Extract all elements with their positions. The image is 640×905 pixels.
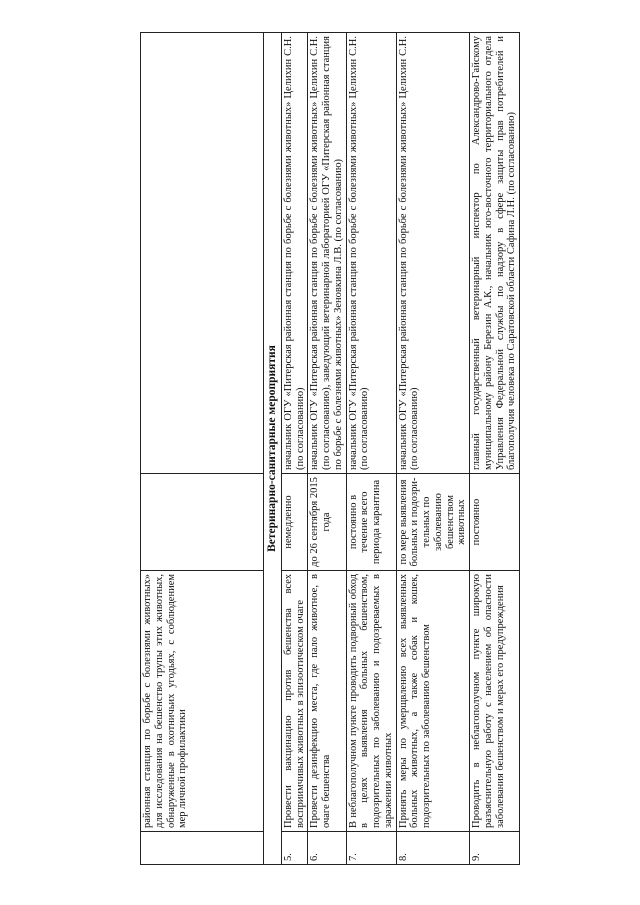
cell-responsible: главный государственный ветеринарный инспектор по Александрово-Гайскому муниципальному району Березин А.К., начальник юго-восточного территориального отдела Управления Федеральной службы по надзору в сфере защиты прав потребителей и благополучия человека по Саратовской области Сафина Л.Н. (по согласованию) xyxy=(470,33,520,474)
cell-action: Провести дезинфекцию места, где пало животное, в очаге бешенства xyxy=(308,571,346,832)
cell-term xyxy=(141,474,264,571)
cell-num: 5. xyxy=(281,832,308,865)
table-row-continued xyxy=(141,33,264,865)
cell-responsible: начальник ОГУ «Питерская районная станция по борьбе с болезнями животных» Целихин С.Н. (по согласованию), заведующий ветеринарной лабораторией ОГУ «Питерская районная станция по борьбе с болезнями животных» Зеновкина Л.В. (по согласованию) xyxy=(308,33,346,474)
cell-num: 7. xyxy=(346,832,396,865)
cell-action: районная станция по борьбе с болезнями животных» для исследования на бешенство трупы этих животных, обнаруженные в охотничьих угодьях, с соблюдением мер личной профилактики xyxy=(141,571,264,832)
table-row xyxy=(308,33,346,865)
cell-term: до 26 сентября 2015 года xyxy=(308,474,346,571)
table-row xyxy=(346,33,396,865)
cell-action: В неблагополучном пункте проводить подворный обход в целях выявления больных бешенством, подозрительных по заболеванию и подозреваемых в заражении животных xyxy=(346,571,396,832)
table-row xyxy=(281,33,308,865)
cell-term: немедленно xyxy=(281,474,308,571)
section-title: Ветеринарно-санитарные мероприятия xyxy=(264,33,282,865)
cell-num xyxy=(141,832,264,865)
cell-responsible: начальник ОГУ «Питерская районная станция по борьбе с болезнями животных» Целихин С.Н. (по согласованию) xyxy=(281,33,308,474)
cell-action: Провести вакцинацию против бешенства всех восприимчивых животных в эпизоотическом очаге xyxy=(281,571,308,832)
measures-table xyxy=(140,32,520,865)
cell-num: 9. xyxy=(470,832,520,865)
cell-responsible: начальник ОГУ «Питерская районная станция по борьбе с болезнями животных» Целихин С.Н. (по согласованию) xyxy=(346,33,396,474)
cell-term: по мере выявления больных и подозри-тельных по заболеванию бешенством животных xyxy=(396,474,470,571)
section-header-row xyxy=(264,33,282,865)
cell-action: Принять меры по умерщвлению всех выявленных больных животных, а также собак и кошек, подозрительных по заболеванию бешенством xyxy=(396,571,470,832)
cell-num: 8. xyxy=(396,832,470,865)
cell-term: постоянно в течение всего периода карантина xyxy=(346,474,396,571)
table-row xyxy=(470,33,520,865)
rotated-content xyxy=(140,36,590,865)
cell-responsible: начальник ОГУ «Питерская районная станция по борьбе с болезнями животных» Целихин С.Н. (по согласованию) xyxy=(396,33,470,474)
cell-num: 6. xyxy=(308,832,346,865)
cell-responsible xyxy=(141,33,264,474)
table-row xyxy=(396,33,470,865)
cell-term: постоянно xyxy=(470,474,520,571)
cell-action: Проводить в неблагополучном пункте широкую разъяснительную работу с населением об опасности заболевания бешенством и мерах его предупреждения xyxy=(470,571,520,832)
